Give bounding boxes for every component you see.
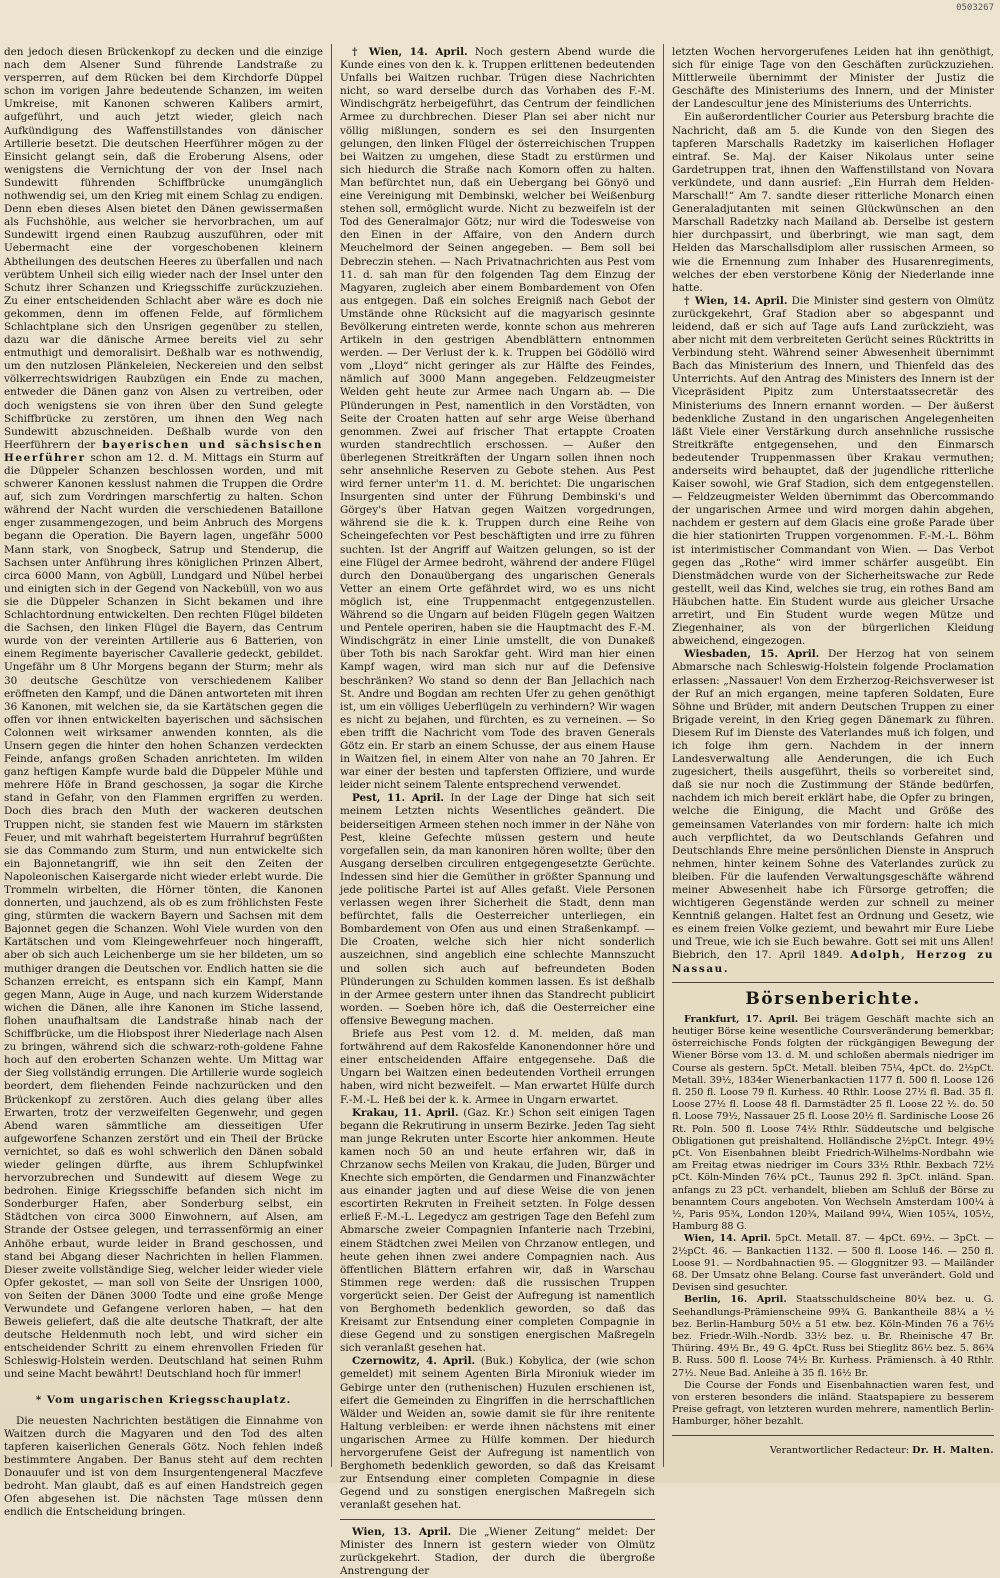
article-paragraph: Die Course der Fonds und Eisenbahnactien waren fest, und von ersteren besonders die inländ. Staatspapiere zu besserem Preise gefragt, von letzteren wurden mehrere, namentlich Berlin-Hamburger, höher bezahlt. [672, 1379, 994, 1428]
section-heading: * Vom ungarischen Kriegsschauplatz. [35, 1393, 292, 1406]
editor-label: Verantwortlicher Redacteur: [769, 1444, 910, 1456]
article-paragraph [672, 1294, 994, 1379]
dateline: Berlin, 16. April. [684, 1294, 787, 1306]
column-2 [340, 46, 656, 1577]
paragraph-text: Staatsschuldscheine 80¼ bez. u. G. Seehandlungs-Prämienscheine 99¾ G. Bankantheile 88¼ a ½ bez. Berlin-Hamburg 50½ a 51 etw. bez. Köln-Minden 76 a 76½ bez. Friedr.-Wilh.-Nordb. 33½ bez. u. Br. Rheinische 47 Br. Thüring. 49½ Br., 49 G. 4pCt. Russ bei Stieglitz 86½ bez. 5. 86¾ B. Russ. 500 fl. Loose 74½ Br. Kurhess. Prämiensch. à 40 Rthlr. 27½. Neue Bad. Anleihe à 35 fl. 16½ Br. [672, 1294, 994, 1379]
paragraph-text: (Gaz. Kr.) Schon seit einigen Tagen begann die Rekrutirung in unserm Bezirke. Jeden Tag sieht man junge Rekruten unter Escorte hier ankommen. Heute kamen noch 50 an und heute erfahren wir, daß in Chrzanow sechs Meilen von Krakau, die Juden, Bürger und Knechte sich empörten, die Gendarmen und Finanzwächter aus einander jagten und auf diese Weise die von jenen escortirten Rekruten in Freiheit setzten. In Folge dessen erließ F.-M.-L. Legedycz am gestrigen Tage den Befehl zum Abmarsche zweier Compagnien Infanterie nach Trzebini, einem Städtchen zwei Meilen von Chrzanow entlegen, und heute gehen ihnen zwei andere Compagnien nach. Aus öffentlichen Blättern erfahren wir, daß in Warschau Stimmen rege werden: daß die russischen Truppen vorgerückt seien. Der Geist der Aufregung ist namentlich von Berghometh bedenklich geworden, so daß das Kreisamt zur Entsendung einer completen Compagnie in diese Gegend und zu sonstigen energischen Maßregeln sich veranlaßt gesehen hat. [340, 1106, 656, 1355]
article-paragraph [340, 792, 655, 1028]
editor-name: Dr. H. Malten. [912, 1444, 994, 1456]
column-1 [4, 46, 323, 1519]
dateline: Wiesbaden, 15. April. [684, 648, 820, 661]
article-paragraph [672, 295, 994, 649]
paragraph-text: Noch gestern Abend wurde die Kunde eines von den k. k. Truppen erlittenen bedeutenden Unfalls bei Waitzen ruchbar. Trügen diese Nachrichten nicht, so ward derselbe durch das Vorhaben des F.-M. Windischgrätz herbeigeführt, das Centrum der feindlichen Armee zu durchbrechen. Dieser Plan sei aber nicht nur völlig mißlungen, sondern es sei den Insurgenten gelungen, den linken Flügel der österreichischen Truppen bei Waitzen zu umgehen, diese Stadt zu erstürmen und sich hiedurch die Straße nach Komorn offen zu halten. Man befürchtet nun, daß ein Uebergang bei Gönyö und eine Vereinigung mit Dembinski, welcher bei Weißenburg stehen soll, ermöglicht wurde. Nicht zu bezweifeln ist der Tod des Generalmajor Götz; nur wird die Todesweise von den Einen in der Affaire, von den Andern durch Meuchelmord der Seinen angegeben. — Bem soll bei Debreczin stehen. — Nach Privatnachrichten aus Pest vom 11. d. sah man für den folgenden Tag dem Einzug der Magyaren, zugleich aber einem Bombardement von Ofen aus entgegen. Daß ein solches Ereigniß nach Gebot der Umstände ohne Rücksicht auf die magyarisch gesinnte Bevölkerung eintreten werde, konnte schon aus mehreren Artikeln in den gestrigen Abendblättern entnommen werden. — Der Verlust der k. k. Truppen bei Gödöllö wird vom „Lloyd“ nicht geringer als zur Hälfte des Feindes, nämlich auf 3000 Mann angegeben. Feldzeugmeister Welden geht heute zur Armee nach Ungarn ab. — Die Plünderungen in Pest, namentlich in den Vorstädten, von Seite der Croaten hatten auf sehr arge Weise überhand genommen. Zwei auf frischer That ertappte Croaten wurden standrechtlich erschossen. — Außer den überlegenen Streitkräften der Ungarn sollen ihnen noch sehr ansehnliche Reserven zu Gebote stehen. Aus Pest wird ferner unter'm 11. d. M. berichtet: Die ungarischen Insurgenten sind unter der Führung Dembinski's und Görgey's über Hatvan gegen Waitzen vorgedrungen, während sie die k. k. Truppen durch eine Reihe von Scheingefechten vor Pest beschäftigten und irre zu führen suchten. Ist der Angriff auf Waitzen gelungen, so ist der eine Flügel der Armee bedroht, während der andere Flügel durch den Donauübergang des ungarischen Generals Vetter an einem Orte gefährdet wird, wo es uns nicht möglich ist, eine Truppenmacht entgegenzustellen. Während so die Ungarn auf beiden Flügeln gegen Waitzen und Pentele operiren, haben sie die Hauptmacht des F.-M. Windischgrätz in einer Linie umstellt, die von Dunakeß über Toth bis nach Sarokfar geht. Wird man hier einen Kampf wagen, wird man sich nur auf die Defensive beschränken? Wo stand so denn der Ban Jellachich nach St. Andre und Bogdan am rechten Ufer zu gehen genöthigt ist, um ein völliges Ueberflügeln zu verhindern? Wir wagen es nicht zu bejahen, und fürchten, es zu verneinen. — So eben trifft die Nachricht vom Tode des braven Generals Götz ein. Er starb an einem Schusse, der aus einem Hause in Waitzen fiel, in einem Alter von nahe an 70 Jahren. Er war einer der besten und tapfersten Offiziere, und wurde leider nicht seinem Talente entsprechend verwendet. [340, 46, 655, 792]
article-paragraph [672, 648, 994, 975]
article-paragraph: Ein außerordentlicher Courier aus Petersburg brachte die Nachricht, daß am 5. die Kunde von den Siegen des tapferen Marschalls Radetzky im kaiserlichen Hoflager eintraf. Se. Maj. der Kaiser Nikolaus unter seine Gardetruppen trat, ihnen den Waffenstillstand von Novara verkündete, und dann ausrief: „Ein Hurrah dem Helden-Marschall!“ Am 7. sandte dieser ritterliche Monarch einen Generaladjutanten mit seinen Glückwünschen an den Marschall Radetzky nach Mailand ab. Derselbe ist gestern hier durchpassirt, und überbringt, wie man sagt, dem Helden das Marschallsdiplom aller russischen Armeen, so wie die Ernennung zum Inhaber des Husarenregiments, welches der eben verstorbene König der Niederlande inne hatte. [672, 111, 994, 294]
paragraph-text: (Buk.) Kobylica, der (wie schon gemeldet) mit seinem Agenten Birla Mironiuk wieder im Gebirge unter den (ruthenischen) Huzulen erschienen ist, eifert die Gemeinden zu Eingriffen in die herrschaftlichen Wälder und Weiden an, sowie damit sie für ihre renitente Haltung verbleiben: er werde ihnen nächstens mit einer ungarischen Armee zu Hülfe kommen. Der hiedurch hervorgerufene Geist der Aufregung ist namentlich von Berghometh bedenklich geworden, so daß das Kreisamt zur Entsendung einer completen Compagnie in diese Gegend und zu sonstigen energischen Maßregeln sich veranlaßt gesehen hat. [340, 1355, 655, 1512]
paragraph-text: Der Herzog hat von seinem Abmarsche nach Schleswig-Holstein folgende Proclamation erlassen: „Nassauer! Von dem Erzherzog-Reichsverweser ist der Ruf an mich ergangen, meine tapferen Soldaten, Eure Söhne und Brüder, mit andern Deutschen Truppen zu einer Brigade vereint, in den Krieg gegen Dänemark zu führen. Diesem Ruf im Dienste des Vaterlandes muß ich folgen, und ich folge ihm gern. Nachdem in der innern Landesverwaltung alle Aenderungen, die ich Euch zugesichert, theils ausgeführt, theils so vorbereitet sind, daß sie nur noch die Zustimmung der Stände bedürfen, nachdem ich mich bereit erklärt habe, die Opfer zu bringen, welche die Einigung, die Macht und Größe des gemeinsamen Vaterlandes von mir fordern: halte ich mich auch verpflichtet, da wo Deutschlands Gefahren und Deutschlands Ehre meine persönlichen Dienste in Anspruch nehmen, hinter keinem Sohne des Vaterlandes zurück zu bleiben. Für die laufenden Verwaltungsgeschäfte während meiner Abwesenheit habe ich Fürsorge getroffen; die wichtigeren Gegenstände werden zur schnell zu meiner Kenntniß gelangen. Haltet fest an Ordnung und Gesetz, wie es einem freien Volke geziemt, und bewahrt mir Eure Liebe und Treue, wie ich sie Euch bewahre. Gott sei mit uns Allen! Biebrich, den 17. April 1849. [672, 648, 994, 962]
dateline: Wien, 14. April. [684, 1233, 771, 1245]
article-paragraph [340, 46, 655, 792]
column-divider [663, 44, 664, 1467]
paragraph-text: den jedoch diesen Brückenkopf zu decken und die einzige nach dem Alsener Sund führende Landstraße zu versperren, auf dem Rücken bei dem Kirchdorfe Düppel schon im vorigen Jahre bedeutende Schanzen, im weiten Umkreise, mit Kanonen schweren Kalibers armirt, aufgeführt, und auch jetzt wieder, gleich nach Aufkündigung des Waffenstillstandes von dänischer Artillerie besetzt. Die deutschen Heerführer mögen zu der Einsicht gelangt sein, daß die Eroberung Alsens, oder wenigstens die Vernichtung der von der Insel nach Sundewitt führenden Schiffbrücke unumgänglich nothwendig sei, um den Krieg mit einem Schlag zu endigen. Denn eben dieses Alsen bietet den Dänen gewissermaßen als Fuchshöhle, aus welcher sie hervorbrachen, um auf Sundewitt irgend einen Raubzug auszuführen, oder mit Uebermacht eine der vorgeschobenen kleinern Abtheilungen des deutschen Heeres zu überfallen und nach verübtem Unheil sich eilig wieder nach der Insel unter den Schutz ihrer Schanzen und Kriegsschiffe zurückzuziehen. Zu einer entscheidenden Schlacht aber wäre es doch nie gekommen, denn im offenen Felde, auf förmlichem Schlachtplane sich den Unsrigen gegenüber zu stellen, dazu war die dänische Armee bereits viel zu sehr entmuthigt und demoralisirt. Deßhalb war es nothwendig, um den nutzlosen Plänkeleien, Neckereien und den selbst völkerrechtswidrigen Raubzügen ein Ende zu machen, entweder die Dänen ganz von Alsen zu vertreiben, oder doch wenigstens sie von ihren über den Sund gelegte Schiffbrücke zu zerstören, um ihnen den Weg nach Sundewitt abzuschneiden. Deßhalb wurde von den Heerführern der [4, 46, 323, 451]
article-paragraph [4, 46, 323, 1382]
editor-credit [672, 1444, 994, 1457]
article-paragraph: Briefe aus Pest vom 12. d. M. melden, daß man fortwährend auf dem Rakosfelde Kanonendonner höre und einer entscheidenden Affaire entgegensehe. Daß die Ungarn bei Waitzen einen bedeutenden Vortheil errungen haben, wird nicht bezweifelt. — Man erwartet Hülfe durch F.-M.-L. Heß bei der k. k. Armee in Ungarn erwartet. [340, 1028, 655, 1106]
separator-rule [340, 1519, 655, 1520]
separator-rule [672, 1435, 994, 1436]
dateline: Frankfurt, 17. April. [684, 1013, 799, 1025]
dateline: Krakau, 11. April. [352, 1106, 459, 1119]
dateline: Wien, 13. April. [352, 1525, 452, 1538]
column-3 [672, 46, 994, 1465]
paragraph-text: Die Minister sind gestern von Olmütz zurückgekehrt, Graf Stadion aber so abgespannt und leidend, daß er sich auf Tage aufs Land zurückzieht, was aber nicht mit dem verbreiteten Gerücht seines Rücktritts in Verbindung steht. Während seiner Abwesenheit übernimmt Bach das Ministerium des Innern, und Thienfeld das des Unterrichts. Auf den Antrag des Ministers des Innern ist der Vicepräsident Pipitz zum Unterstaatssecretär des Ministeriums des Innern ernannt worden. — Der äußerst bedenkliche Zustand in den ungarischen Angelegenheiten läßt Viele einer Verstärkung durch ansehnliche russische Streitkräfte entgegensehen, und den Einmarsch bedeutender Truppenmassen über Krakau vermuthen; anderseits wird behauptet, daß der jugendliche ritterliche Kaiser sowohl, wie Graf Stadion, sich dem entgegenstellen. — Feldzeugmeister Welden übernimmt das Obercommando der ungarischen Armee und wird morgen dahin abgehen, nachdem er gestern auf dem Glacis eine große Parade über die hier stationirten Truppen vorgenommen. F.-M.-L. Böhm ist interimistischer Commandant von Wien. — Das Verbot gegen das „Rothe“ wird immer schärfer ausgeübt. Ein Dienstmädchen wurde von der Sicherheitswache zur Rede gestellt, weil das Kind, welches sie trug, ein rothes Band am Häubchen hatte. Ein Student wurde aus gleicher Ursache arretirt, und Ein Student wurde wegen Mütze und Ziegenhainer, als von der bürgerlichen Kleidung abweichend, eingezogen. [672, 294, 994, 648]
article-paragraph: letzten Wochen hervorgerufenes Leiden hat ihn genöthigt, sich für einige Tage von den Geschäften zurückzuziehen. Mittlerweile übernimmt der Minister der Justiz die Geschäfte des Ministeriums des Innern, und der Minister der Landescultur jene des Ministeriums des Unterrichts. [672, 46, 994, 111]
paragraph-text: Die „Wiener Zeitung“ meldet: Der Minister des Innern ist gestern wieder von Olmütz zurückgekehrt. Stadion, der durch die übergroße Anstrengung der [340, 1525, 655, 1577]
paragraph-text: In der Lage der Dinge hat sich seit meinem Letzten nichts Wesentliches geändert. Die beiderseitigen Armeen stehen noch immer in der Nähe von Pest, kleine Gefechte müssen gestern und heute vorgefallen sein, da man kanoniren hören wollte; über den Ausgang derselben circuliren entgegengesetzte Gerüchte. Indessen sind hier die Gemüther in größter Spannung und jede politische Partei ist auf Alles gefaßt. Viele Personen verlassen wegen ihrer Sicherheit die Stadt, denn man befürchtet, falls die Oesterreicher unterliegen, ein Bombardement von Ofen aus und einen Straßenkampf. — Die Croaten, welche sich hier nicht sonderlich auszeichnen, sind angeblich eine schlechte Mannszucht und sollen sich auch auf befreundeten Boden Plünderungen zu Schulden kommen lassen. Es ist deßhalb in der Armee gestern unter ihnen das Standrecht publicirt worden. — Soeben höre ich, daß die Oesterreicher eine offensive Bewegung machen. [340, 792, 655, 1027]
emphasis-text: bayerischen und sächsischen Heerführer [4, 438, 323, 464]
dateline: Czernowitz, 4. April. [352, 1355, 476, 1368]
signature-text: Adolph, Herzog zu Nassau. [672, 949, 994, 975]
column-divider [331, 44, 332, 1467]
market-report [672, 1014, 994, 1429]
dateline: † Wien, 14. April. [684, 294, 788, 307]
separator-rule [672, 982, 994, 983]
article-paragraph: Die neuesten Nachrichten bestätigen die Einnahme von Waitzen durch die Magyaren und den Tod des alten tapferen kaiserlichen Generals Götz. Noch fehlen indeß bestimmtere Angaben. Der Banus steht auf dem rechten Donauufer und ist von dem Insurgentengeneral Maczfeve bedroht. Man glaubt, daß es auf einen Handstreich gegen Ofen abgesehen ist. Die nächsten Tage müssen denn endlich die Entscheidung bringen. [4, 1414, 323, 1519]
dateline: Pest, 11. April. [352, 792, 445, 805]
article-paragraph [672, 1014, 994, 1234]
article-paragraph [340, 1355, 655, 1512]
paragraph-text: schon am 12. d. M. Mittags ein Sturm auf die Düppeler Schanzen beschlossen worden, und mit schwerer Kanonen kesslust nahmen die Truppen die Ordre auf, sich zum Vordringen marschfertig zu halten. Schon während der Nacht wurden die verschiedenen Bataillone enger zusammengezogen, und beim Anbruch des Morgens begann die Operation. Die Bayern lagen, ungefähr 5000 Mann stark, von Snogbeck, Satrup und Stenderup, die Sachsen unter Anführung ihres königlichen Prinzen Albert, circa 6000 Mann, von Agbüll, Lundgard und Nübel herbei und einigten sich in der Gegend von Nackebüll, von wo aus sie die Düppeler Schanzen in Sicht bekamen und ihre Schlachtordnung entwickelten. Den rechten Flügel bildeten die Sachsen, den linken Flügel die Bayern, das Centrum wurde von der vereinten Artillerie aus 6 Batterien, von einem Regimente bayerischer Cavallerie gedeckt, gebildet. Ungefähr um 8 Uhr Morgens begann der Sturm; mehr als 30 deutsche Geschütze von verschiedenem Kaliber eröffneten den Kampf, und die Dänen antworteten mit ihren 36 Kanonen, mit welchen sie, da sie Kartätschen gegen die offen vor ihnen entwickelten bayerischen und sächsischen Colonnen weit wirksamer anwenden konnten, als die Unsern gegen die hinter den hohen Schanzen verdeckten Feinde, anfangs großen Schaden anrichteten. Im wilden ganz heftigen Kampfe wurde bald die Düppeler Mühle und mehrere Höfe in Brand geschossen, ja sogar die Kirche stand in Gefahr, von den Flammen ergriffen zu werden. Doch dies brach den Muth der wackeren deutschen Truppen nicht, sie standen fest wie Mauern im stärksten Feuer, und mit wahrhaft begeistertem Hurrahruf begrüßten sie das Commando zum Sturm, und nun entwickelte sich ein Bajonnetangriff, wie ihn seit den Zeiten der Napoleonischen Kaisergarde nicht wieder erlebt wurde. Die Trommeln wirbelten, die Hörner tönten, die Kanonen donnerten, und jauchzend, als ob es zum fröhlichsten Feste ging, stürmten die wackern Bayern und Sachsen mit dem Bajonnet gegen die Schanzen. Wohl Viele wurden von den Kartätschen und vom Kleingewehrfeuer noch hingerafft, aber ob sich auch Leichenberge um sie her bildeten, um so muthiger drangen die Deutschen vor. Endlich hatten sie die Schanzen erreicht, es entspann sich ein Kampf, Mann gegen Mann, Auge in Auge, und nach kurzem Widerstande wichen die Dänen, alle ihre Kanonen im Stiche lassend, flohen unaufhaltsam die Landstraße hinab nach der Schiffbrücke, um die Hiobspost ihrer Niederlage nach Alsen zu bringen, während sich die schwarz-roth-goldene Fahne hoch auf den eroberten Schanzen wehte. Um Mittag war der Sieg vollständig errungen. Die Artillerie wurde sogleich beordert, dem fliehenden Feinde nachzurücken und den Brückenkopf zu zerstören. Auch dies gelang über alles Erwarten, trotz der verzweifelten Gegenwehr, und gegen Abend waren sämmtliche am diesseitigen Ufer aufgeworfene Schanzen zerstört und ein Theil der Brücke vernichtet, so daß es wohl schwerlich den Dänen sobald wieder gelingen dürfte, aus ihrem Schlupfwinkel hervorzubrechen und Sundewitt auf diesem Wege zu bedrohen. Einige Kriegsschiffe befanden sich nicht im Sonderburger Hafen, aber Sonderburg selbst, ein Städtchen von circa 3000 Einwohnern, auf Alsen, am Strande der Ostsee gelegen, und terrassenförmig an einer Anhöhe erbaut, wurde leider in Brand geschossen, und stand bei Abgang dieser Nachrichten in hellen Flammen. Dieser zweite vollständige Sieg, welcher leider wieder viele Opfer gekostet, — man soll von Seite der Unsrigen 1000, von Seiten der Dänen 3000 Todte und eine große Menge Verwundete und Gefangene verloren haben, — hat den Beweis geliefert, daß die alte deutsche Thatkraft, der alte deutsche Heldenmuth noch lebt, und wird sicher ein entscheidender Schritt zu einem ehrenvollen Frieden für Schleswig-Holstein werden. Deutschland hat seinen Ruhm und seine Macht bewährt! Deutschland hoch für immer! [4, 451, 323, 1381]
article-paragraph [672, 1233, 994, 1294]
dateline: † Wien, 14. April. [352, 46, 468, 58]
paragraph-text: 5pCt. Metall. 87. — 4pCt. 69½. — 3pCt. — 2½pCt. 46. — Bankactien 1132. — 500 fl. Loose 146. — 250 fl. Loose 91. — Nordbahnactien 95. — Gloggnitzer 93. — Mailänder 68. Der Umsatz ohne Belang. Course fast unverändert. Gold und Devisen sind gesuchter. [672, 1233, 994, 1294]
paragraph-text: Bei trägem Geschäft machte sich an heutiger Börse keine wesentliche Coursveränderung bemerkbar; österreichische Fonds folgten der rückgängigen Bewegung der Wiener Börse vom 13. d. M. und schloßen abermals niedriger im Course als gestern. 5pCt. Metall. bleiben 75¼, 4pCt. do. 2½pCt. Metall. 39½, 1834er Wienerbankactien 1177 fl. 500 fl. Loose 126 fl. 250 fl. Loose 79 fl. Kurhess. 40 Rthlr. Loose 27½ fl. Bad. 35 fl. Loose 27½ fl. Loose 48 fl. Darmstädter 25 fl. Loose 22 ½. do. 50 fl. Loose 79½, Nassauer 25 fl. Loose 20½ fl. Sardinische Loose 26 Rt. Poln. 500 fl. Loose 74½ Rthlr. Süddeutsche und belgische Obligationen gut preishaltend. Holländische 2½pCt. Integr. 49½ pCt. Von Eisenbahnen bleibt Friedrich-Wilhelms-Nordbahn wie am Freitag etwas niedriger im Cours 33½ Rthlr. Bexbach 72½ pCt. Köln-Minden 76¼ pCt., Taunus 292 fl. 3pCt. inländ. Span. anfangs zu 23 pCt. verhandelt, blieben am Schluß der Börse zu benanntem Cours angeboten. Von Wechseln Amsterdam 100¼ à ½, Paris 95¾, London 120¾, Mailand 99¼, Wien 105¼, 105½, Hamburg 88 G. [672, 1013, 994, 1233]
archive-id: 0503267 [956, 3, 994, 13]
article-paragraph [340, 1526, 655, 1578]
boerse-heading: Börsenberichte. [745, 988, 921, 1009]
article-paragraph [340, 1107, 655, 1356]
